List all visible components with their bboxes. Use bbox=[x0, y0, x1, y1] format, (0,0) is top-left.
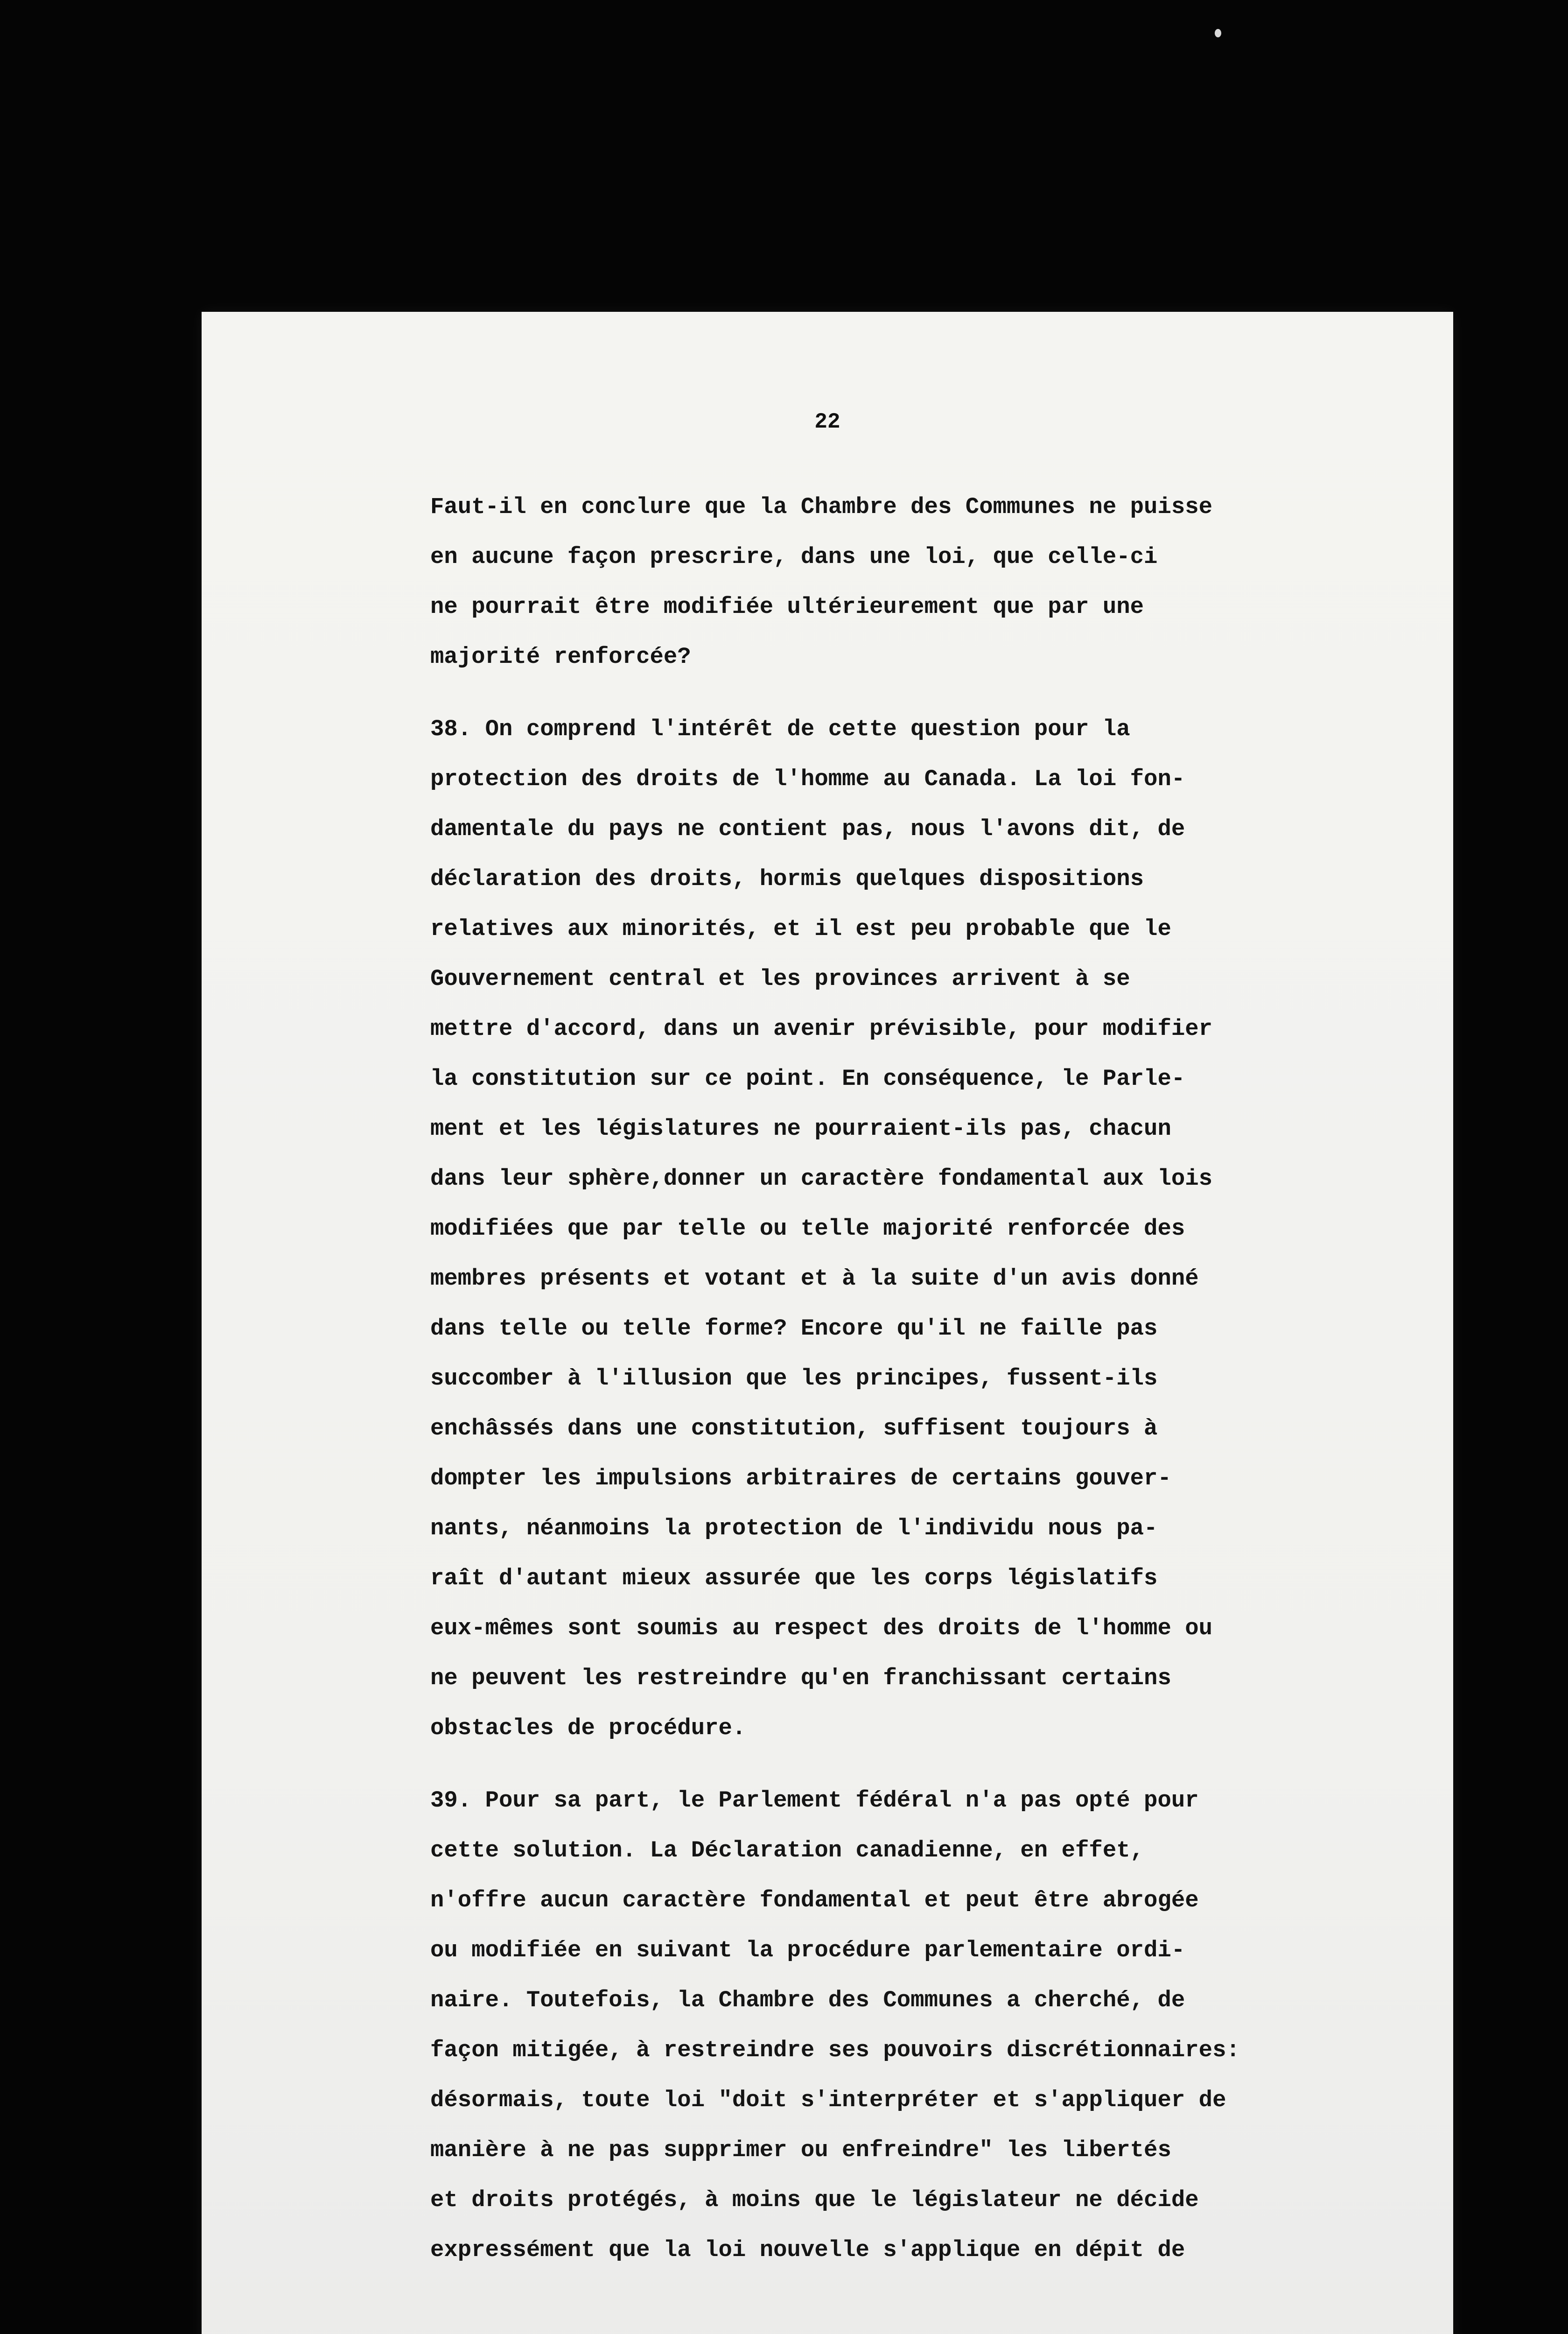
text-line: 38. On comprend l'intérêt de cette question pour la bbox=[430, 716, 1130, 742]
text-line: expressément que la loi nouvelle s'applique en dépit de bbox=[430, 2237, 1185, 2263]
page-body bbox=[430, 482, 1434, 2298]
document-page bbox=[202, 312, 1453, 2334]
text-line: Gouvernement central et les provinces arrivent à se bbox=[430, 966, 1130, 992]
text-line: ou modifiée en suivant la procédure parlementaire ordi- bbox=[430, 1937, 1185, 1963]
text-line: déclaration des droits, hormis quelques dispositions bbox=[430, 866, 1144, 892]
text-line: dompter les impulsions arbitraires de certains gouver- bbox=[430, 1465, 1171, 1491]
text-line: ne pourrait être modifiée ultérieurement que par une bbox=[430, 594, 1144, 620]
paragraph-38 bbox=[430, 704, 1434, 1753]
text-line: dans leur sphère,donner un caractère fondamental aux lois bbox=[430, 1166, 1213, 1192]
text-line: désormais, toute loi "doit s'interpréter et s'appliquer de bbox=[430, 2087, 1226, 2113]
text-line: enchâssés dans une constitution, suffisent toujours à bbox=[430, 1415, 1158, 1441]
text-line: damentale du pays ne contient pas, nous l'avons dit, de bbox=[430, 816, 1185, 842]
text-line: modifiées que par telle ou telle majorité renforcée des bbox=[430, 1216, 1185, 1242]
text-line: succomber à l'illusion que les principes, fussent-ils bbox=[430, 1365, 1158, 1392]
text-line: relatives aux minorités, et il est peu probable que le bbox=[430, 916, 1171, 942]
text-line: mettre d'accord, dans un avenir prévisible, pour modifier bbox=[430, 1016, 1213, 1042]
paragraph-continuation bbox=[430, 482, 1434, 682]
text-line: n'offre aucun caractère fondamental et peut être abrogée bbox=[430, 1887, 1199, 1913]
text-line: et droits protégés, à moins que le législateur ne décide bbox=[430, 2187, 1199, 2213]
text-line: naire. Toutefois, la Chambre des Communes a cherché, de bbox=[430, 1987, 1185, 2013]
text-line: ne peuvent les restreindre qu'en franchissant certains bbox=[430, 1665, 1171, 1691]
text-line: protection des droits de l'homme au Canada. La loi fon- bbox=[430, 766, 1185, 792]
text-line: dans telle ou telle forme? Encore qu'il ne faille pas bbox=[430, 1315, 1158, 1342]
text-line: obstacles de procédure. bbox=[430, 1715, 746, 1741]
text-line: membres présents et votant et à la suite d'un avis donné bbox=[430, 1265, 1199, 1292]
text-line: nants, néanmoins la protection de l'individu nous pa- bbox=[430, 1515, 1158, 1541]
text-line: majorité renforcée? bbox=[430, 644, 691, 670]
text-line: la constitution sur ce point. En conséquence, le Parle- bbox=[430, 1066, 1185, 1092]
text-line: 39. Pour sa part, le Parlement fédéral n'a pas opté pour bbox=[430, 1787, 1199, 1814]
text-line: en aucune façon prescrire, dans une loi, que celle-ci bbox=[430, 544, 1158, 570]
text-line: raît d'autant mieux assurée que les corps législatifs bbox=[430, 1565, 1158, 1591]
page-number: 22 bbox=[814, 410, 840, 434]
text-line: cette solution. La Déclaration canadienne, en effet, bbox=[430, 1837, 1144, 1863]
film-speck bbox=[1215, 29, 1221, 37]
text-line: Faut-il en conclure que la Chambre des Communes ne puisse bbox=[430, 494, 1213, 520]
text-line: manière à ne pas supprimer ou enfreindre" les libertés bbox=[430, 2137, 1171, 2163]
text-line: ment et les législatures ne pourraient-ils pas, chacun bbox=[430, 1116, 1171, 1142]
paragraph-39 bbox=[430, 1776, 1434, 2275]
text-line: eux-mêmes sont soumis au respect des droits de l'homme ou bbox=[430, 1615, 1213, 1641]
text-line: façon mitigée, à restreindre ses pouvoirs discrétionnaires: bbox=[430, 2037, 1240, 2063]
